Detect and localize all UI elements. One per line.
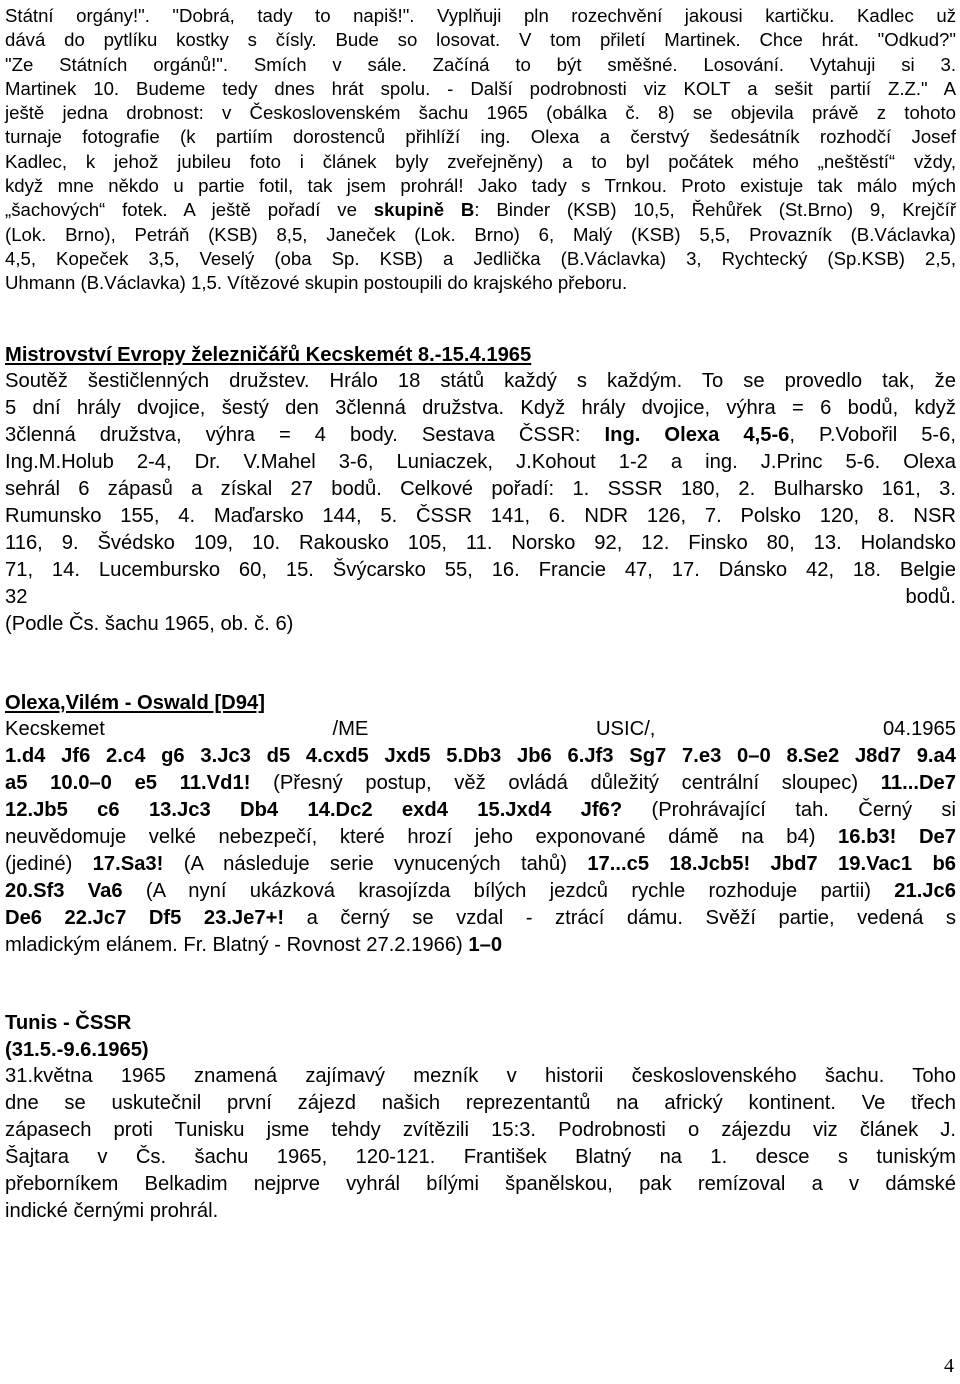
moves: 1.d4 Jf6 2.c4 g6 3.Jc3 d5 4.cxd5 Jxd5 5.Db3 Jb6 6.Jf3 Sg7 7.e3 0–0 8.Se2 J8d7 9.a4 <box>5 745 956 768</box>
text-line: zápasech proti Tunisku jsme tehdy zvítězili 15:3. Podrobnosti o zájezdu viz článek J. <box>5 1119 956 1142</box>
moves-line <box>5 770 956 797</box>
championship-paragraph <box>5 368 956 637</box>
tunis-paragraph <box>5 1063 956 1224</box>
document-page <box>5 4 956 1225</box>
text-line: Ing.M.Holub 2-4, Dr. V.Mahel 3-6, Luniaczek, J.Kohout 1-2 a ing. J.Princ 5-6. Olexa <box>5 451 956 474</box>
moves: 16.b3! De7 <box>838 826 956 849</box>
comment: mladickým elánem. Fr. Blatný - Rovnost 27.2.1966) <box>5 933 469 956</box>
comment: a černý se vzdal - ztrácí dámu. Svěží partie, vedená s <box>284 906 956 929</box>
text-line: (Lok. Brno), Petráň (KSB) 8,5, Janeček (Lok. Brno) 6, Malý (KSB) 5,5, Provazník (B.Václavka) <box>5 223 956 245</box>
section-dates: (31.5.-9.6.1965) <box>5 1038 149 1061</box>
text-line: dává do pytlíku kostky s čísly. Bude so losovat. V tom přiletí Martinek. Chce hrát. "Odkud?" <box>5 29 956 51</box>
comment: (Prohrávající tah. Černý si <box>622 799 956 822</box>
text-line: 5 dní hrály dvojice, šestý den 3členná družstva. Když hrály dvojice, výhra = 6 bodů, když <box>5 397 956 420</box>
moves: De6 22.Jc7 Df5 23.Je7+! <box>5 906 285 929</box>
section-heading: Tunis - ČSSR <box>5 1011 132 1034</box>
game-paragraph <box>5 716 956 958</box>
text-line <box>5 422 956 449</box>
section-heading: Mistrovství Evropy železničářů Kecskemét 8.-15.4.1965 <box>5 343 532 366</box>
text-line: Rumunsko 155, 4. Maďarsko 144, 5. ČSSR 141, 6. NDR 126, 7. Polsko 120, 8. NSR <box>5 505 956 527</box>
text-segment: , P.Vobořil 5-6, <box>789 424 956 447</box>
text-line: Kadlec, k jehož jubileu foto i článek byly zveřejněny) a to byl počátek mého „neštěstí“ vždy, <box>5 150 956 172</box>
text-line: Uhmann (B.Václavka) 1,5. Vítězové skupin postoupili do krajského přeboru. <box>5 272 628 294</box>
moves: 21.Jc6 <box>894 879 956 902</box>
comment: (jediné) <box>5 852 93 875</box>
comment: (A nyní ukázková krasojízda bílých jezdců rychle rozhoduje partii) <box>122 879 895 902</box>
game-heading: Olexa,Vilém - Oswald [D94] <box>5 691 265 714</box>
text-line: když mne někdo u partie fotil, tak jsem prohrál! Jako tady s Trnkou. Proto existuje tak málo mých <box>5 175 956 197</box>
comment: (A následuje serie vynucených tahů) <box>163 852 588 875</box>
player-highlight: Ing. Olexa 4,5-6 <box>604 424 790 447</box>
text-line: Státní orgány!". "Dobrá, tady to napiš!". Vyplňuji pln rozechvění jakousi kartičku. Kadlec už <box>5 5 956 26</box>
text-line: indické černými prohrál. <box>5 1199 219 1222</box>
source-note: (Podle Čs. šachu 1965, ob. č. 6) <box>5 612 294 635</box>
comment: (Přesný postup, věž ovládá důležitý centrální sloupec) <box>250 772 881 795</box>
text-line: Šajtara v Čs. šachu 1965, 120-121. František Blatný na 1. desce s tuniským <box>5 1146 956 1169</box>
intro-paragraph <box>5 4 956 296</box>
moves-line <box>5 743 956 770</box>
group-label: skupině B <box>373 199 475 221</box>
moves: 20.Sf3 Va6 <box>5 879 123 902</box>
text-line: "Ze Státních orgánů!". Smích v sále. Začíná to být směšné. Losování. Vytahuji si 3. <box>5 53 956 75</box>
text-line: ještě jedna drobnost: v Československém šachu 1965 (obálka č. 8) se objevila právě z tohoto <box>5 102 956 124</box>
moves-line <box>5 905 956 932</box>
text-segment: „šachových“ fotek. A ještě pořadí ve <box>5 199 374 221</box>
text-line: 116, 9. Švédsko 109, 10. Rakousko 105, 11. Norsko 92, 12. Finsko 80, 13. Holandsko <box>5 531 956 554</box>
text-line: 4,5, Kopeček 3,5, Veselý (oba Sp. KSB) a Jedlička (B.Václavka) 3, Rychtecký (Sp.KSB) 2,5, <box>5 247 956 269</box>
text-segment: 3členná družstva, výhra = 4 body. Sestava ČSSR: <box>5 424 605 447</box>
comment: neuvědomuje velké nebezpečí, které hrozí jeho exponované dámě na b4) <box>5 826 839 849</box>
moves: 12.Jb5 c6 13.Jc3 Db4 14.Dc2 exd4 15.Jxd4 Jf6? <box>5 799 623 822</box>
text-line <box>5 198 956 222</box>
text-line: sehrál 6 zápasů a získal 27 bodů. Celkové pořadí: 1. SSSR 180, 2. Bulharsko 161, 3. <box>5 478 956 501</box>
text-line: 32 bodů. <box>5 585 956 608</box>
moves-line <box>5 932 956 959</box>
moves: 17...c5 18.Jcb5! Jbd7 19.Vac1 b6 <box>587 852 957 875</box>
text-line: přeborníkem Belkadim nejprve vyhrál bílými španělskou, pak remízoval a v dámské <box>5 1173 956 1196</box>
game-result: 1–0 <box>468 933 503 956</box>
moves-line <box>5 797 956 824</box>
text-line: Martinek 10. Budeme tedy dnes hrát spolu. - Další podrobnosti viz KOLT a sešit partií Z.Z." A <box>5 77 956 99</box>
moves: 17.Sa3! <box>92 852 164 875</box>
moves-line <box>5 824 956 851</box>
text-segment: : Binder (KSB) 10,5, Řehůřek (St.Brno) 9, Krejčíř <box>474 199 957 221</box>
page-number: 4 <box>944 1355 954 1377</box>
moves-line <box>5 878 956 905</box>
moves: a5 10.0–0 e5 11.Vd1! <box>5 772 251 795</box>
text-line: 31.května 1965 znamená zajímavý mezník v historii československého šachu. Toho <box>5 1065 956 1088</box>
text-line: Soutěž šestičlenných družstev. Hrálo 18 států každý s každým. To se provedlo tak, že <box>5 370 956 393</box>
moves: 11...De7 <box>880 772 956 795</box>
text-line: 71, 14. Lucembursko 60, 15. Švýcarsko 55, 16. Francie 47, 17. Dánsko 42, 18. Belgie <box>5 558 956 581</box>
text-line: dne se uskutečnil první zájezd našich reprezentantů na africký kontinent. Ve třech <box>5 1092 956 1115</box>
game-event: Kecskemet /ME USIC/, 04.1965 <box>5 718 956 741</box>
text-line: turnaje fotografie (k partiím dorostenců přihlíží ing. Olexa a čerstvý šedesátník rozhodčí Josef <box>5 126 956 148</box>
moves-line <box>5 851 956 878</box>
